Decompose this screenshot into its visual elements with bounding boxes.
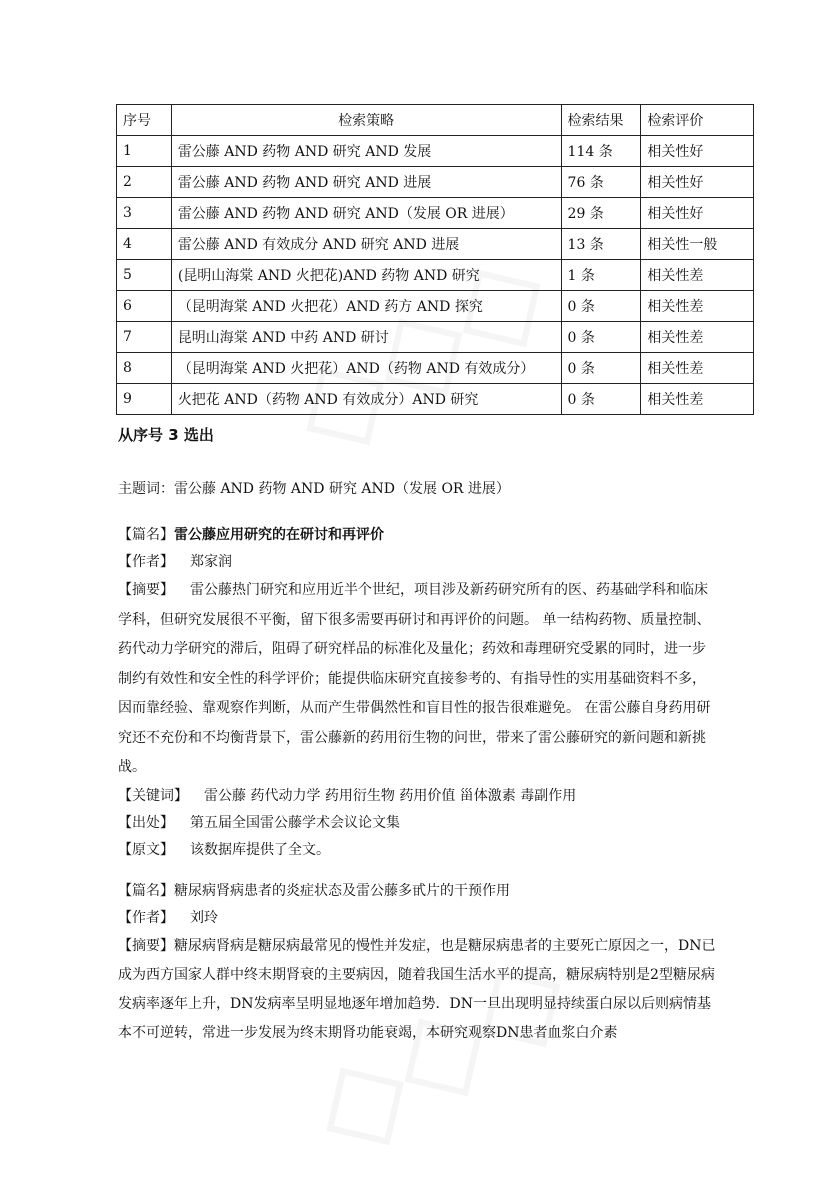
- cell-result: 29 条: [561, 198, 641, 229]
- record-keywords: 雷公藤 药代动力学 药用衍生物 药用价值 甾体激素 毒副作用: [204, 787, 577, 804]
- abstract-text: 糖尿病肾病是糖尿病最常见的慢性并发症，也是糖尿病患者的主要死亡原因之一，DN已成为西方国家人群中终末期肾衰的主要病因，随着我国生活水平的提高，糖尿病特别是2型糖尿病发病率逐年上升，DN发病率呈明显地逐年增加趋势．DN一旦出现明显持续蛋白尿以后则病情基本不可逆转，常进一步发展为终末期肾功能衰竭，本研究观察DN患者血浆白介素: [118, 938, 716, 1041]
- cell-strategy: （昆明海棠 AND 火把花）AND（药物 AND 有效成分）: [171, 353, 561, 384]
- cell-strategy: （昆明海棠 AND 火把花）AND 药方 AND 探究: [171, 291, 561, 322]
- cell-no: 2: [117, 167, 172, 198]
- table-row: [117, 353, 754, 384]
- cell-result: 13 条: [561, 229, 641, 260]
- record-author-row: [118, 549, 718, 576]
- table-header-row: [117, 105, 754, 136]
- cell-result: 76 条: [561, 167, 641, 198]
- record-source: 第五届全国雷公藤学术会议论文集: [190, 814, 400, 831]
- search-strategy-table: [116, 104, 754, 415]
- record-2: [118, 878, 718, 1048]
- keywords-tag: 【关键词】: [118, 787, 188, 804]
- cell-no: 7: [117, 322, 172, 353]
- cell-eval: 相关性一般: [641, 229, 754, 260]
- cell-eval: 相关性差: [641, 291, 754, 322]
- table-row: [117, 260, 754, 291]
- record-title: 糖尿病肾病患者的炎症状态及雷公藤多甙片的干预作用: [174, 883, 510, 899]
- cell-no: 3: [117, 198, 172, 229]
- author-tag: 【作者】: [118, 554, 174, 570]
- cell-strategy: 雷公藤 AND 药物 AND 研究 AND 进展: [171, 167, 561, 198]
- table-row: [117, 229, 754, 260]
- record-abstract: [118, 932, 718, 1048]
- cell-eval: 相关性差: [641, 384, 754, 415]
- record-1: [118, 522, 718, 864]
- cell-strategy: 昆明山海棠 AND 中药 AND 研讨: [171, 322, 561, 353]
- cell-result: 0 条: [561, 384, 641, 415]
- record-author: 郑家润: [190, 554, 232, 570]
- cell-eval: 相关性差: [641, 260, 754, 291]
- record-author: 刘玲: [190, 910, 218, 926]
- record-source-row: [118, 810, 718, 837]
- record-title: 雷公藤应用研究的在研讨和再评价: [174, 527, 384, 543]
- cell-eval: 相关性差: [641, 353, 754, 384]
- table-row: [117, 167, 754, 198]
- header-eval: 检索评价: [641, 105, 754, 136]
- record-title-row: [118, 522, 718, 549]
- table-row: [117, 384, 754, 415]
- header-result: 检索结果: [561, 105, 641, 136]
- record-title-row: [118, 878, 718, 905]
- cell-strategy: (昆明山海棠 AND 火把花)AND 药物 AND 研究: [171, 260, 561, 291]
- title-tag: 【篇名】: [118, 527, 174, 543]
- cell-result: 0 条: [561, 291, 641, 322]
- title-tag: 【篇名】: [118, 883, 174, 899]
- table-row: [117, 291, 754, 322]
- header-no: 序号: [117, 105, 172, 136]
- cell-strategy: 雷公藤 AND 有效成分 AND 研究 AND 进展: [171, 229, 561, 260]
- record-fulltext: 该数据库提供了全文。: [190, 841, 330, 858]
- table-row: [117, 322, 754, 353]
- source-tag: 【出处】: [118, 814, 174, 831]
- cell-no: 5: [117, 260, 172, 291]
- selection-heading: 从序号 3 选出: [118, 426, 214, 444]
- header-strategy: 检索策略: [171, 105, 561, 136]
- cell-result: 0 条: [561, 322, 641, 353]
- cell-result: 1 条: [561, 260, 641, 291]
- abstract-text: 雷公藤热门研究和应用近半个世纪，项目涉及新药研究所有的医、药基础学科和临床学科，但研究发展很不平衡，留下很多需要再研讨和再评价的问题。 单一结构药物、质量控制、药代动力学研究的滞后，阻碍了研究样品的标准化及量化；药效和毒理研究受累的同时，进一步制约有效性和安全性的科学评价；能提供临床研究直接参考的、有指导性的实用基础资料不多，因而靠经验、靠观察作判断，从而产生带偶然性和盲目性的报告很难避免。 在雷公藤自身药用研究还不充份和不均衡背景下，雷公藤新的药用衍生物的问世，带来了雷公藤研究的新问题和新挑战。: [118, 582, 711, 775]
- cell-no: 9: [117, 384, 172, 415]
- cell-strategy: 雷公藤 AND 药物 AND 研究 AND 发展: [171, 136, 561, 167]
- subject-line: 主题词：雷公藤 AND 药物 AND 研究 AND（发展 OR 进展）: [118, 481, 510, 497]
- abstract-tag: 【摘要】: [118, 582, 174, 598]
- abstract-tag: 【摘要】: [118, 938, 174, 954]
- author-tag: 【作者】: [118, 910, 174, 926]
- cell-strategy: 雷公藤 AND 药物 AND 研究 AND（发展 OR 进展）: [171, 198, 561, 229]
- record-author-row: [118, 905, 718, 932]
- record-keywords-row: [118, 783, 718, 810]
- cell-eval: 相关性好: [641, 198, 754, 229]
- cell-no: 4: [117, 229, 172, 260]
- table-row: [117, 198, 754, 229]
- cell-result: 114 条: [561, 136, 641, 167]
- cell-no: 8: [117, 353, 172, 384]
- cell-eval: 相关性差: [641, 322, 754, 353]
- fulltext-tag: 【原文】: [118, 841, 174, 858]
- cell-strategy: 火把花 AND（药物 AND 有效成分）AND 研究: [171, 384, 561, 415]
- cell-no: 6: [117, 291, 172, 322]
- cell-eval: 相关性好: [641, 136, 754, 167]
- cell-result: 0 条: [561, 353, 641, 384]
- table-row: [117, 136, 754, 167]
- cell-eval: 相关性好: [641, 167, 754, 198]
- record-fulltext-row: [118, 837, 718, 864]
- cell-no: 1: [117, 136, 172, 167]
- record-abstract: [118, 576, 718, 783]
